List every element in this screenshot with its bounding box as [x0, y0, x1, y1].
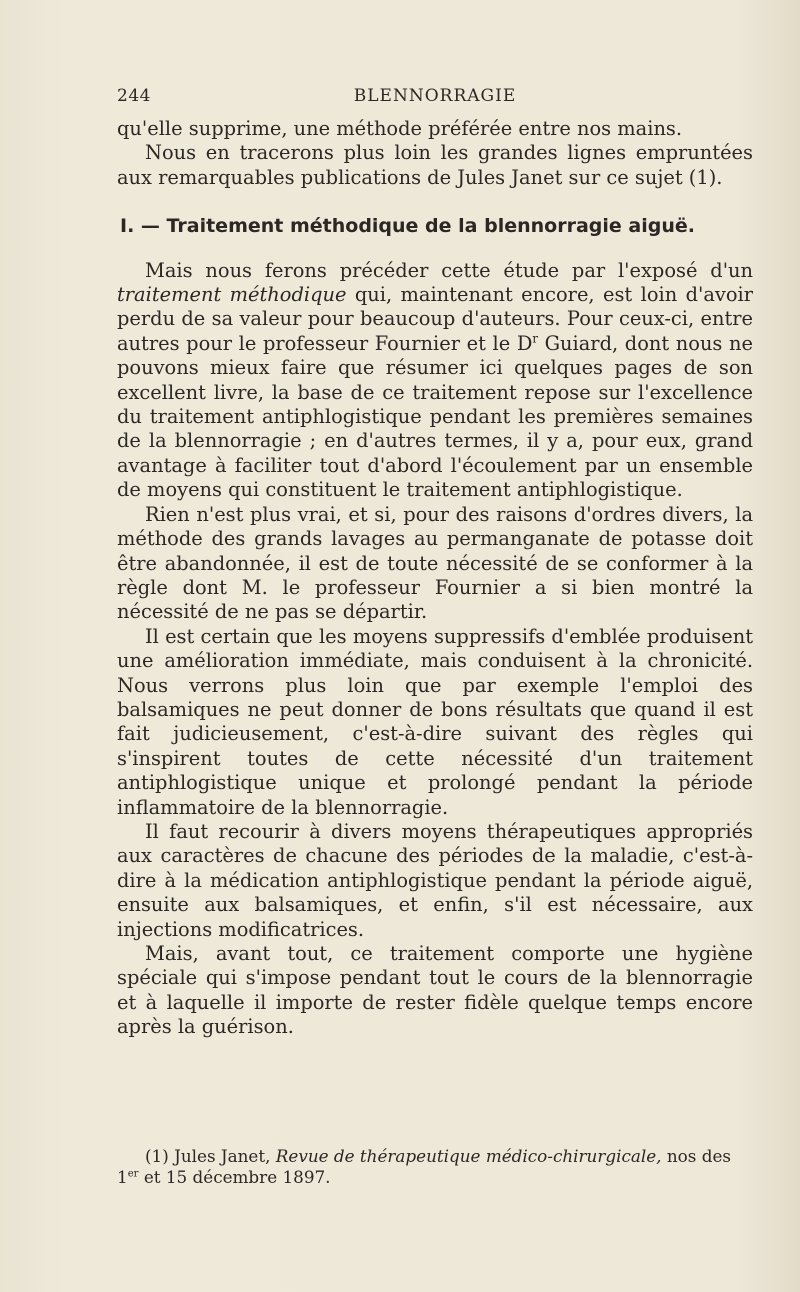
paragraph: Il faut recourir à divers moyens thérapeutiques appropriés aux caractères de chacune des périodes de la maladie, c'est-à-dire à la médication antiphlogistique pendant la période aiguë, ensuite aux balsamiques, et enfin, s'il est nécessaire, aux injections modificatrices.	[117, 819, 753, 941]
text-span: qui, maintenant encore, est loin d'avoir perdu de sa valeur pour beaucoup d'auteurs. Pour ceux-ci, entre autres pour le professeur Fournier et le D	[117, 283, 753, 355]
page-header	[117, 86, 753, 110]
superscript: r	[532, 331, 538, 346]
paragraph: Rien n'est plus vrai, et si, pour des raisons d'ordres divers, la méthode des grands lavages au permanganate de potasse doit être abandonnée, il est de toute nécessité de se conformer à la règle dont M. le professeur Fournier a si bien montré la nécessité de ne pas se départir.	[117, 502, 753, 624]
italic-term: traitement méthodique	[117, 283, 347, 307]
running-head: BLENNORRAGIE	[353, 86, 517, 106]
footnote-text	[117, 1146, 753, 1188]
text-span: nos des 1	[117, 1146, 732, 1187]
text-span: et 15 décembre 1897.	[138, 1167, 331, 1187]
page-number: 244	[117, 86, 151, 106]
section-heading: I. — Traitement méthodique de la blennorragie aiguë.	[120, 215, 695, 238]
footnote-marker: (1) Jules Janet,	[145, 1146, 276, 1166]
paragraph: Nous en tracerons plus loin les grandes lignes empruntées aux remarquables publications de Jules Janet sur ce sujet (1).	[117, 141, 753, 189]
paragraph: Mais, avant tout, ce traitement comporte une hygiène spéciale qui s'impose pendant tout le cours de la blennorragie et à laquelle il importe de rester fidèle quelque temps encore après la guérison.	[117, 942, 753, 1039]
text-span: Mais nous ferons précéder cette étude par l'exposé d'un	[145, 258, 753, 282]
footnote-journal: Revue de thérapeutique médico-chirurgicale,	[275, 1146, 662, 1166]
paragraph	[117, 259, 753, 503]
superscript: er	[127, 1168, 139, 1180]
text-span: Guiard, dont nous ne pouvons mieux faire que résumer ici quelques pages de son excellent livre, la base de ce traitement repose sur l'excellence du traitement antiphlogistique pendant les premières semaines de la blennorragie ; en d'autres termes, il y a, pour eux, grand avantage à faciliter tout d'abord l'écoulement par un ensemble de moyens qui constituent le traitement antiphlogistique.	[117, 331, 753, 502]
body-text	[117, 117, 753, 1040]
paragraph-continued: qu'elle supprime, une méthode préférée entre nos mains.	[117, 117, 683, 140]
footnote	[117, 1146, 753, 1188]
paragraph: Il est certain que les moyens suppressifs d'emblée produisent une amélioration immédiate, mais conduisent à la chronicité. Nous verrons plus loin que par exemple l'emploi des balsamiques ne peut donner de bons résultats que quand il est fait judicieusement, c'est-à-dire suivant des règles qui s'inspirent toutes de cette nécessité d'un traitement antiphlogistique unique et prolongé pendant la période inflammatoire de la blennorragie.	[117, 624, 753, 819]
